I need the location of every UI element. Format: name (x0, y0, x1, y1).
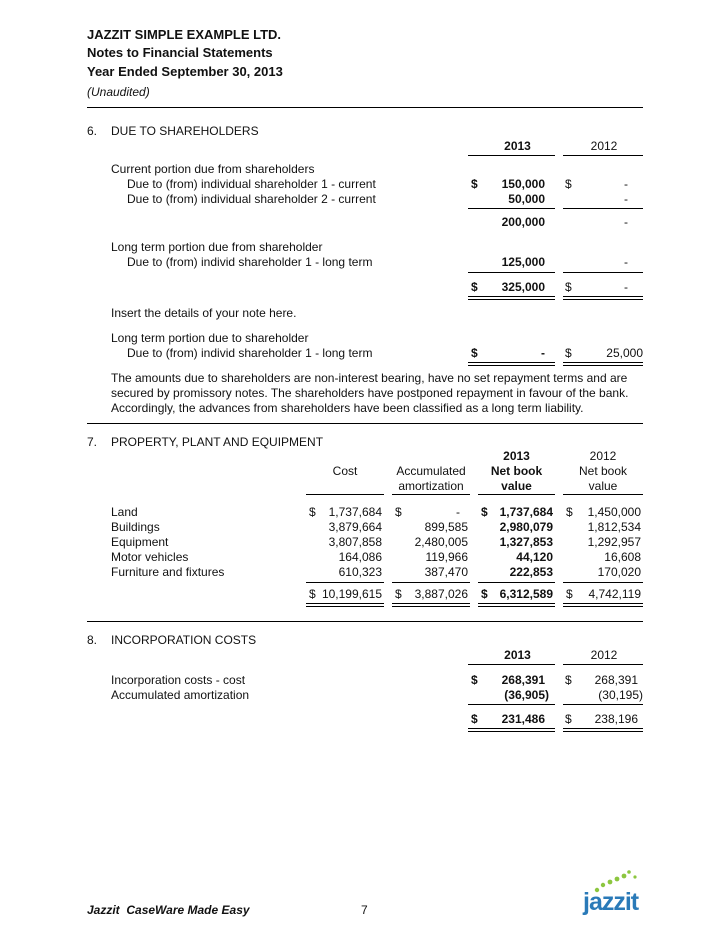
note6-row1-sym: $ (471, 177, 478, 191)
note8-total-2013: 231,486 (501, 712, 545, 726)
note7-row-nb2013: 44,120 (516, 550, 553, 564)
note6-paragraph-line2: secured by promissory notes. The shareholders have postponed repayment in favour of the bank. (111, 386, 629, 400)
note7-total-sym-2013: $ (481, 587, 488, 601)
note8-title: INCORPORATION COSTS (111, 633, 257, 647)
note8-total-rule-2012 (563, 704, 643, 705)
unaudited-label: (Unaudited) (87, 85, 150, 99)
note7-row-cost: 1,737,684 (328, 505, 382, 519)
footer-tagline: CaseWare Made Easy (126, 903, 250, 917)
note7-row-cost: 164,086 (338, 550, 382, 564)
note7-row-label: Land (111, 505, 138, 519)
note6-number: 6. (87, 124, 98, 138)
note8-col-rule-2012 (563, 664, 643, 665)
note8-row1-label: Incorporation costs - cost (111, 673, 246, 687)
note6-current-label: Current portion due from shareholders (111, 162, 315, 176)
note7-hdr-rule-accum (392, 494, 470, 495)
note6-row4-dbl-2013 (468, 362, 555, 366)
note7-divider (87, 621, 643, 622)
note6-sub1-2013: 200,000 (501, 215, 545, 229)
note6-row1-label: Due to (from) individual shareholder 1 - current (127, 177, 376, 191)
note8-row2-2012: (30,195) (598, 688, 643, 702)
footer-brand-line (87, 903, 250, 917)
note7-row-nb2013: 1,737,684 (499, 505, 553, 519)
note6-divider (87, 423, 643, 424)
note6-sub1-2012: - (624, 215, 628, 229)
note7-dbl-cost (306, 603, 384, 607)
statement-title: Notes to Financial Statements (87, 45, 273, 60)
note6-total-rule-2012 (563, 272, 643, 273)
note6-sub-rule-2013 (468, 208, 555, 209)
note6-total-sym2012: $ (565, 280, 572, 294)
note8-row1-2012: 268,391 (594, 673, 638, 687)
note6-row2-label: Due to (from) individual shareholder 2 - current (127, 192, 376, 206)
note6-total-2013: 325,000 (501, 280, 545, 294)
note6-row4-2013: - (541, 346, 545, 360)
note6-total-dbl-2012 (563, 296, 643, 300)
note8-row2-label: Accumulated amortization (111, 688, 250, 702)
note6-sub-rule-2012 (563, 208, 643, 209)
note7-dbl-accum (392, 603, 470, 607)
note6-ltdue-label: Long term portion due to shareholder (111, 331, 309, 345)
note8-dbl-2012 (563, 728, 643, 732)
note8-row1-sym: $ (471, 673, 478, 687)
note8-col-rule-2013 (468, 664, 555, 665)
note6-row4-2012: 25,000 (606, 346, 643, 360)
note7-row-label: Buildings (111, 520, 160, 534)
note6-paragraph-line3: Accordingly, the advances from shareholders have been classified as a long term liability. (111, 401, 584, 415)
note6-insert-text: Insert the details of your note here. (111, 306, 297, 320)
note6-total-2012: - (624, 280, 628, 294)
note7-total-sym-cost: $ (309, 587, 316, 601)
note6-col-2013: 2013 (504, 139, 531, 153)
note7-row-nb2013: 2,980,079 (499, 520, 553, 534)
note6-col-rule-2013 (468, 155, 555, 156)
note7-col-2013-val: value (501, 479, 532, 493)
note7-total-nb2012: 4,742,119 (588, 587, 641, 601)
note7-title: PROPERTY, PLANT AND EQUIPMENT (111, 435, 324, 449)
note7-col-2013-year: 2013 (503, 449, 530, 463)
note7-total-nb2013: 6,312,589 (499, 587, 553, 601)
note6-col-2012: 2012 (590, 139, 618, 153)
note6-title: DUE TO SHAREHOLDERS (111, 124, 259, 138)
note6-total-rule-2013 (468, 272, 555, 273)
note7-total-accum: 3,887,026 (414, 587, 468, 601)
note6-row4-sym2012: $ (565, 346, 572, 360)
note7-row-accum: 387,470 (424, 565, 468, 579)
note7-hdr-rule-cost (306, 494, 384, 495)
note7-row-label: Motor vehicles (111, 550, 189, 564)
note7-row-nb2013: 1,327,853 (499, 535, 553, 549)
note7-col-2012-year: 2012 (589, 449, 617, 463)
note7-total-rule-2013 (478, 582, 555, 583)
note6-row4-sym: $ (471, 346, 478, 360)
note7-row-cost: 3,879,664 (328, 520, 382, 534)
company-name: JAZZIT SIMPLE EXAMPLE LTD. (87, 27, 282, 42)
note7-row-sym-2013: $ (481, 505, 488, 519)
note6-row3-label: Due to (from) individ shareholder 1 - long term (127, 255, 373, 269)
note7-row-nb2012: 170,020 (597, 565, 641, 579)
note8-row1-2013: 268,391 (501, 673, 545, 687)
period-label: Year Ended September 30, 2013 (87, 64, 283, 79)
note8-total-sym: $ (471, 712, 478, 726)
logo-wordmark: jazzit (583, 888, 639, 916)
note8-total-rule-2013 (468, 704, 555, 705)
note7-row-nb2012: 1,450,000 (587, 505, 641, 519)
jazzit-logo (583, 868, 645, 918)
note6-total-dbl-2013 (468, 296, 555, 300)
note6-paragraph-line1: The amounts due to shareholders are non-interest bearing, have no set repayment terms and are (111, 371, 628, 385)
note6-row1-2012: - (624, 177, 628, 191)
note7-row-nb2012: 1,812,534 (587, 520, 641, 534)
note7-col-accum-2: amortization (398, 479, 464, 493)
note7-row-accum: 899,585 (424, 520, 468, 534)
note7-row-accum: 119,966 (425, 550, 468, 564)
header-divider (87, 107, 643, 108)
note7-number: 7. (87, 435, 98, 449)
note7-total-rule-cost (306, 582, 384, 583)
note7-row-cost: 3,807,858 (328, 535, 382, 549)
note7-hdr-rule-2013 (478, 494, 555, 495)
note7-col-2013-nb: Net book (490, 464, 543, 478)
note7-col-cost: Cost (332, 464, 358, 478)
note8-total-2012: 238,196 (594, 712, 638, 726)
note7-row-nb2012: 16,608 (604, 550, 641, 564)
note7-row-cost: 610,323 (338, 565, 382, 579)
note7-hdr-rule-2012 (563, 494, 643, 495)
note8-col-2013: 2013 (504, 648, 531, 662)
note7-row-accum: - (456, 505, 460, 519)
footer-brand: Jazzit (87, 903, 120, 917)
note7-total-rule-2012 (563, 582, 643, 583)
note7-row-sym-cost: $ (309, 505, 316, 519)
note8-row2-2013: (36,905) (504, 688, 549, 702)
note6-row4-dbl-2012 (563, 362, 643, 366)
note7-col-accum-1: Accumulated (396, 464, 466, 478)
note7-row-sym-accum: $ (395, 505, 402, 519)
note6-longterm-label: Long term portion due from shareholder (111, 240, 323, 254)
note7-dbl-2012 (563, 603, 643, 607)
note7-row-label: Equipment (111, 535, 169, 549)
note7-row-accum: 2,480,005 (414, 535, 468, 549)
note7-total-rule-accum (392, 582, 470, 583)
note6-row2-2012: - (624, 192, 628, 206)
note6-row2-2013: 50,000 (508, 192, 545, 206)
note8-col-2012: 2012 (590, 648, 618, 662)
note8-dbl-2013 (468, 728, 555, 732)
note8-row1-sym2012: $ (565, 673, 572, 687)
note7-total-cost: 10,199,615 (321, 587, 382, 601)
note8-total-sym2012: $ (565, 712, 572, 726)
page-number: 7 (361, 903, 368, 917)
note7-total-sym-accum: $ (395, 587, 402, 601)
note7-row-nb2012: 1,292,957 (587, 535, 641, 549)
note8-number: 8. (87, 633, 98, 647)
note7-total-sym-2012: $ (566, 587, 573, 601)
note7-row-sym-2012: $ (566, 505, 573, 519)
note6-total-sym: $ (471, 280, 478, 294)
note6-row3-2013: 125,000 (501, 255, 545, 269)
note7-row-label: Furniture and fixtures (111, 565, 225, 579)
note7-row-nb2013: 222,853 (509, 565, 553, 579)
note6-row1-sym2012: $ (565, 177, 572, 191)
note6-row3-2012: - (624, 255, 628, 269)
note6-row1-2013: 150,000 (501, 177, 545, 191)
note7-col-2012-val: value (588, 479, 618, 493)
note7-col-2012-nb: Net book (578, 464, 628, 478)
note6-col-rule-2012 (563, 155, 643, 156)
note6-row4-label: Due to (from) individ shareholder 1 - long term (127, 346, 373, 360)
note7-dbl-2013 (478, 603, 555, 607)
